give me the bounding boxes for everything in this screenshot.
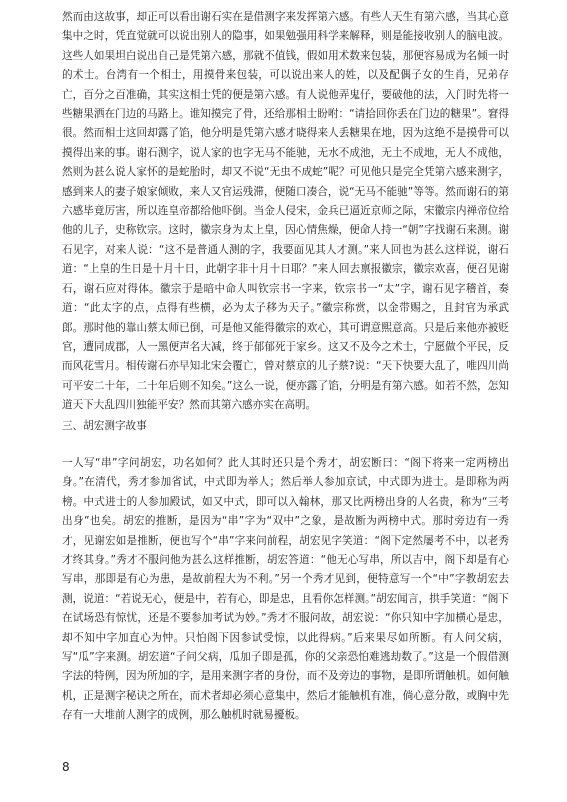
page-number: 8 xyxy=(62,760,70,774)
paragraph-xie-shi-story: 然而由这故事，却正可以看出谢石实在是借测字来发挥第六感。有些人天生有第六感，当其心意集中之时，凭直觉就可以说出别人的隐事，如果勉强用科学来解释，则是能接收别人的脑电波。这些人如果坦白说出自己是凭第六感，那就不值钱，假如用术数来包装，那便容易成为名倾一时的术士。台湾有一个相士，用摸骨来包装，可以说出来人的姓，以及配偶子女的生肖，兄弟存亡，百分之百准确，其实这相士凭的便是第六感。有人说他弄鬼仔，要破他的法，入门时先将一些糖果洒在门边的马路上。谁知摸完了骨，还给那相士盼咐：“请拾回你丢在门边的糖果”。窘得很。然而相士这回却露了馅，他分明是凭第六感才晓得来人丢糖果在地，因为这绝不是摸骨可以摸得出来的事。谢石测字，说人家的也字无马不能驰，无水不成池，无土不成地，无人不成他，然则为甚么说人家怀的是蛇胎时，却又不说“无虫不成蛇”呢？可见他只是完全凭第六感来测字，感到来人的妻子娘家倾败，来人又官运残滞，便随口凑合，说“无马不能驰”等等。然而谢石的第六感毕竟厉害，所以连皇帝都给他吓倒。当金人侵宋，金兵已逼近京师之际，宋徽宗内禅帝位给他的儿子，史称钦宗。这时，徽宗身为太上皇，因心情焦燥，便命人持一“朝”字找谢石来测。谢石见字，对来人说：“这不是普通人测的字，我要面见其人才测。”来人回也为甚么这样说，谢石道：“上皇的生日是十月十日，此朝字非十月十日耶？”来人回去禀报徽宗，徽宗欢喜，便召见谢石，谢石应对得体。徽宗于是暗中命人叫钦宗书一字来，钦宗书一“太”字，谢石见字稽首，奏道：“此太字的点，点得有些横，必为太子移为天子。”徽宗称赏，以金带赐之，且封官为承武郎。那时他的靠山蔡太师已倒，可是他又能得徽宗的欢心，其可谓意熙意高。只是后来他亦被贬官，遭同成郡，人一黑便声名大减，终于郁郁死于家乡。这又不及今之术士，宁愿做个平民，反而风花雪月。相传谢石亦早知北宋会覆亡，曾对蔡京的儿子蔡?说：“天下快要大乱了，唯四川尚可平安二十年，二十年后则不知矣。”这么一说，便亦露了馅，分明是有第六感。如若不然，怎知道天下大乱四川独能平安？然而其第六感亦实在高明。 xyxy=(62,11,509,412)
paragraph-hu-hong-story: 一人写“串”字问胡宏，功名如何？此人其时还只是个秀才，胡宏断曰：“阁下将来一定两榜出身。”在清代，秀才参加省试，中式即为举人；然后举人参加京试，中式即为进士。是即称为两榜。中式进士的人参加殿试，如又中式，即可以入翰林，那又比两榜出身的人名贵，称为“三考出身”也矣。胡宏的推断，是因为“串”字为“双中”之象，是故断为两榜中式。那时旁边有一秀才，见谢宏如是推断，便也写个“串”字来问前程，胡宏见字笑道：“阁下定然屡考不中，以老秀才终其身。”秀才不服问他为甚么这样推断，胡宏答道：“他无心写串，所以吉中，阁下却是有心写串，那即是有心为患，是故前程大为不利。”另一个秀才见到，便特意写一个“中”字教胡宏去测，说道：“若说无心，便是中，若有心，即是忠，且看你怎样测。”胡宏闻言，拱手笑道：“阁下在试场恐有惊忧，还是不要参加考试为妙。”秀才不服问故，胡宏说：“你只知中字加横心是忠，却不知中字加直心为忡。只怕阁下因参试受惊，以此得病。”后来果尽如所断。有人问父病，写“瓜”字来测。胡宏道“子问父病，瓜加子即是孤，你的父亲恐怕难逃劫数了。”这是一个假借测字法的特例，因为所加的字，是用来测字者的身份，而不及旁边的事物，是即所谓触机。如何触机，正是测字秘诀之所在，而术者却必须心意集中，然后才能触机有准，倘心意分散，或胸中先存有一大堆前人测字的成例，那么触机时就易擾板。 xyxy=(62,457,509,722)
section-heading: 三、胡宏测字故事 xyxy=(62,420,147,432)
